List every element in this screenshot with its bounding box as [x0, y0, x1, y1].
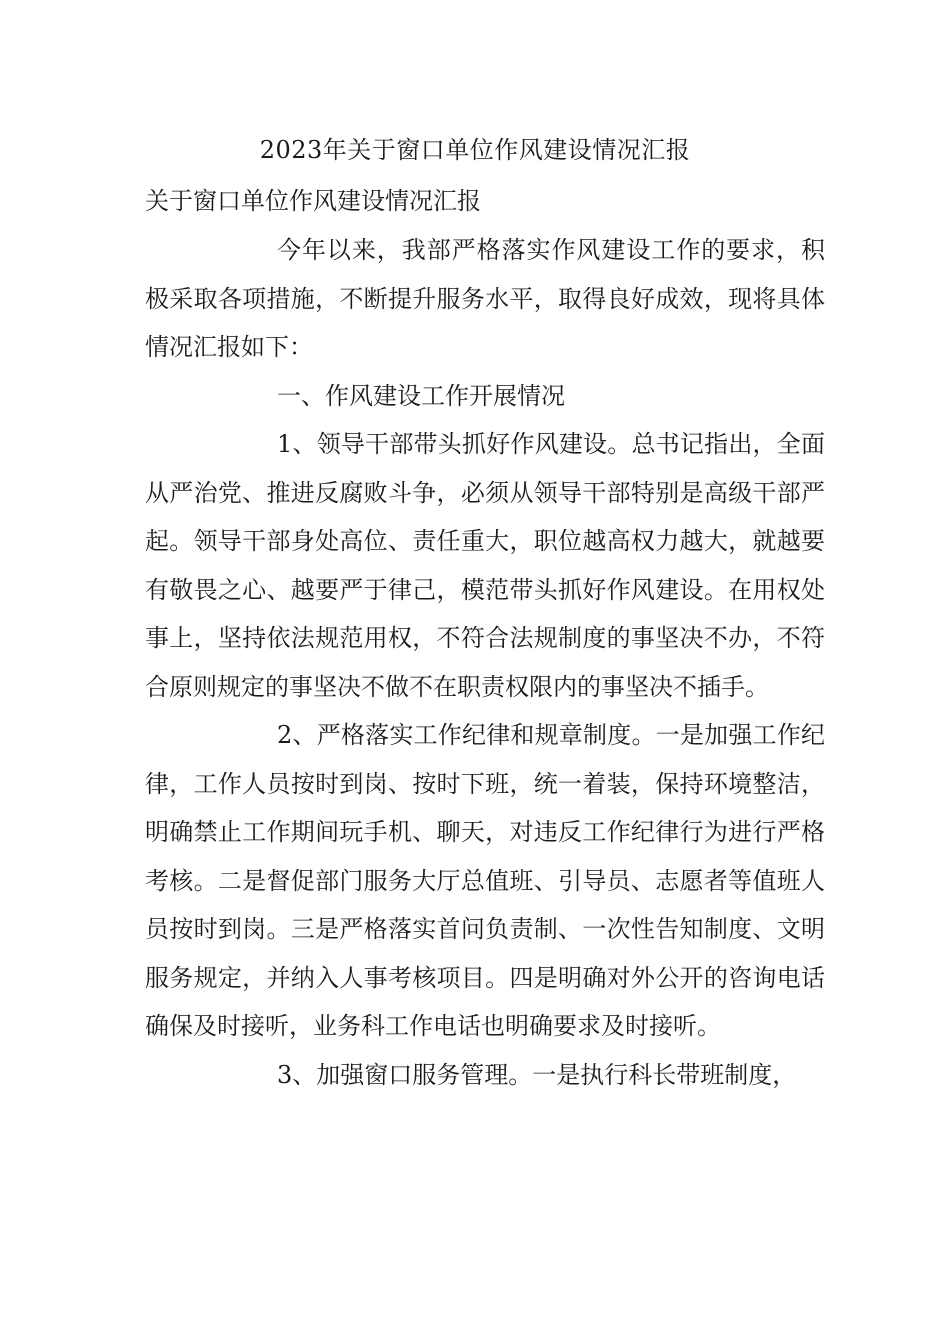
document-title: 2023年关于窗口单位作风建设情况汇报: [259, 136, 691, 164]
paragraph-item-2: 2、严格落实工作纪律和规章制度。一是加强工作纪律，工作人员按时到岗、按时下班，统一着装，保持环境整洁，明确禁止工作期间玩手机、聊天，对违反工作纪律行为进行严格考核。二是督促部门服务大厅总值班、引导员、志愿者等值班人员按时到岗。三是严格落实首问负责制、一次性告知制度、文明服务规定，并纳入人事考核项目。四是明确对外公开的咨询电话确保及时接听，业务科工作电话也明确要求及时接听。: [145, 721, 825, 1040]
paragraph-item-1: 1、领导干部带头抓好作风建设。总书记指出，全面从严治党、推进反腐败斗争，必须从领导干部特别是高级干部严起。领导干部身处高位、责任重大，职位越高权力越大，就越要有敬畏之心、越要严于律己，模范带头抓好作风建设。在用权处事上，坚持依法规范用权，不符合法规制度的事坚决不办，不符合原则规定的事坚决不做不在职责权限内的事坚决不插手。: [145, 430, 825, 701]
document-subtitle: 关于窗口单位作风建设情况汇报: [145, 187, 481, 215]
section-heading: 一、作风建设工作开展情况: [277, 381, 565, 410]
paragraph-item-3: 3、加强窗口服务管理。一是执行科长带班制度，: [277, 1060, 797, 1089]
document-body: [145, 226, 825, 1099]
paragraph-intro: 今年以来，我部严格落实作风建设工作的要求，积极采取各项措施，不断提升服务水平，取得良好成效，现将具体情况汇报如下：: [145, 236, 825, 361]
